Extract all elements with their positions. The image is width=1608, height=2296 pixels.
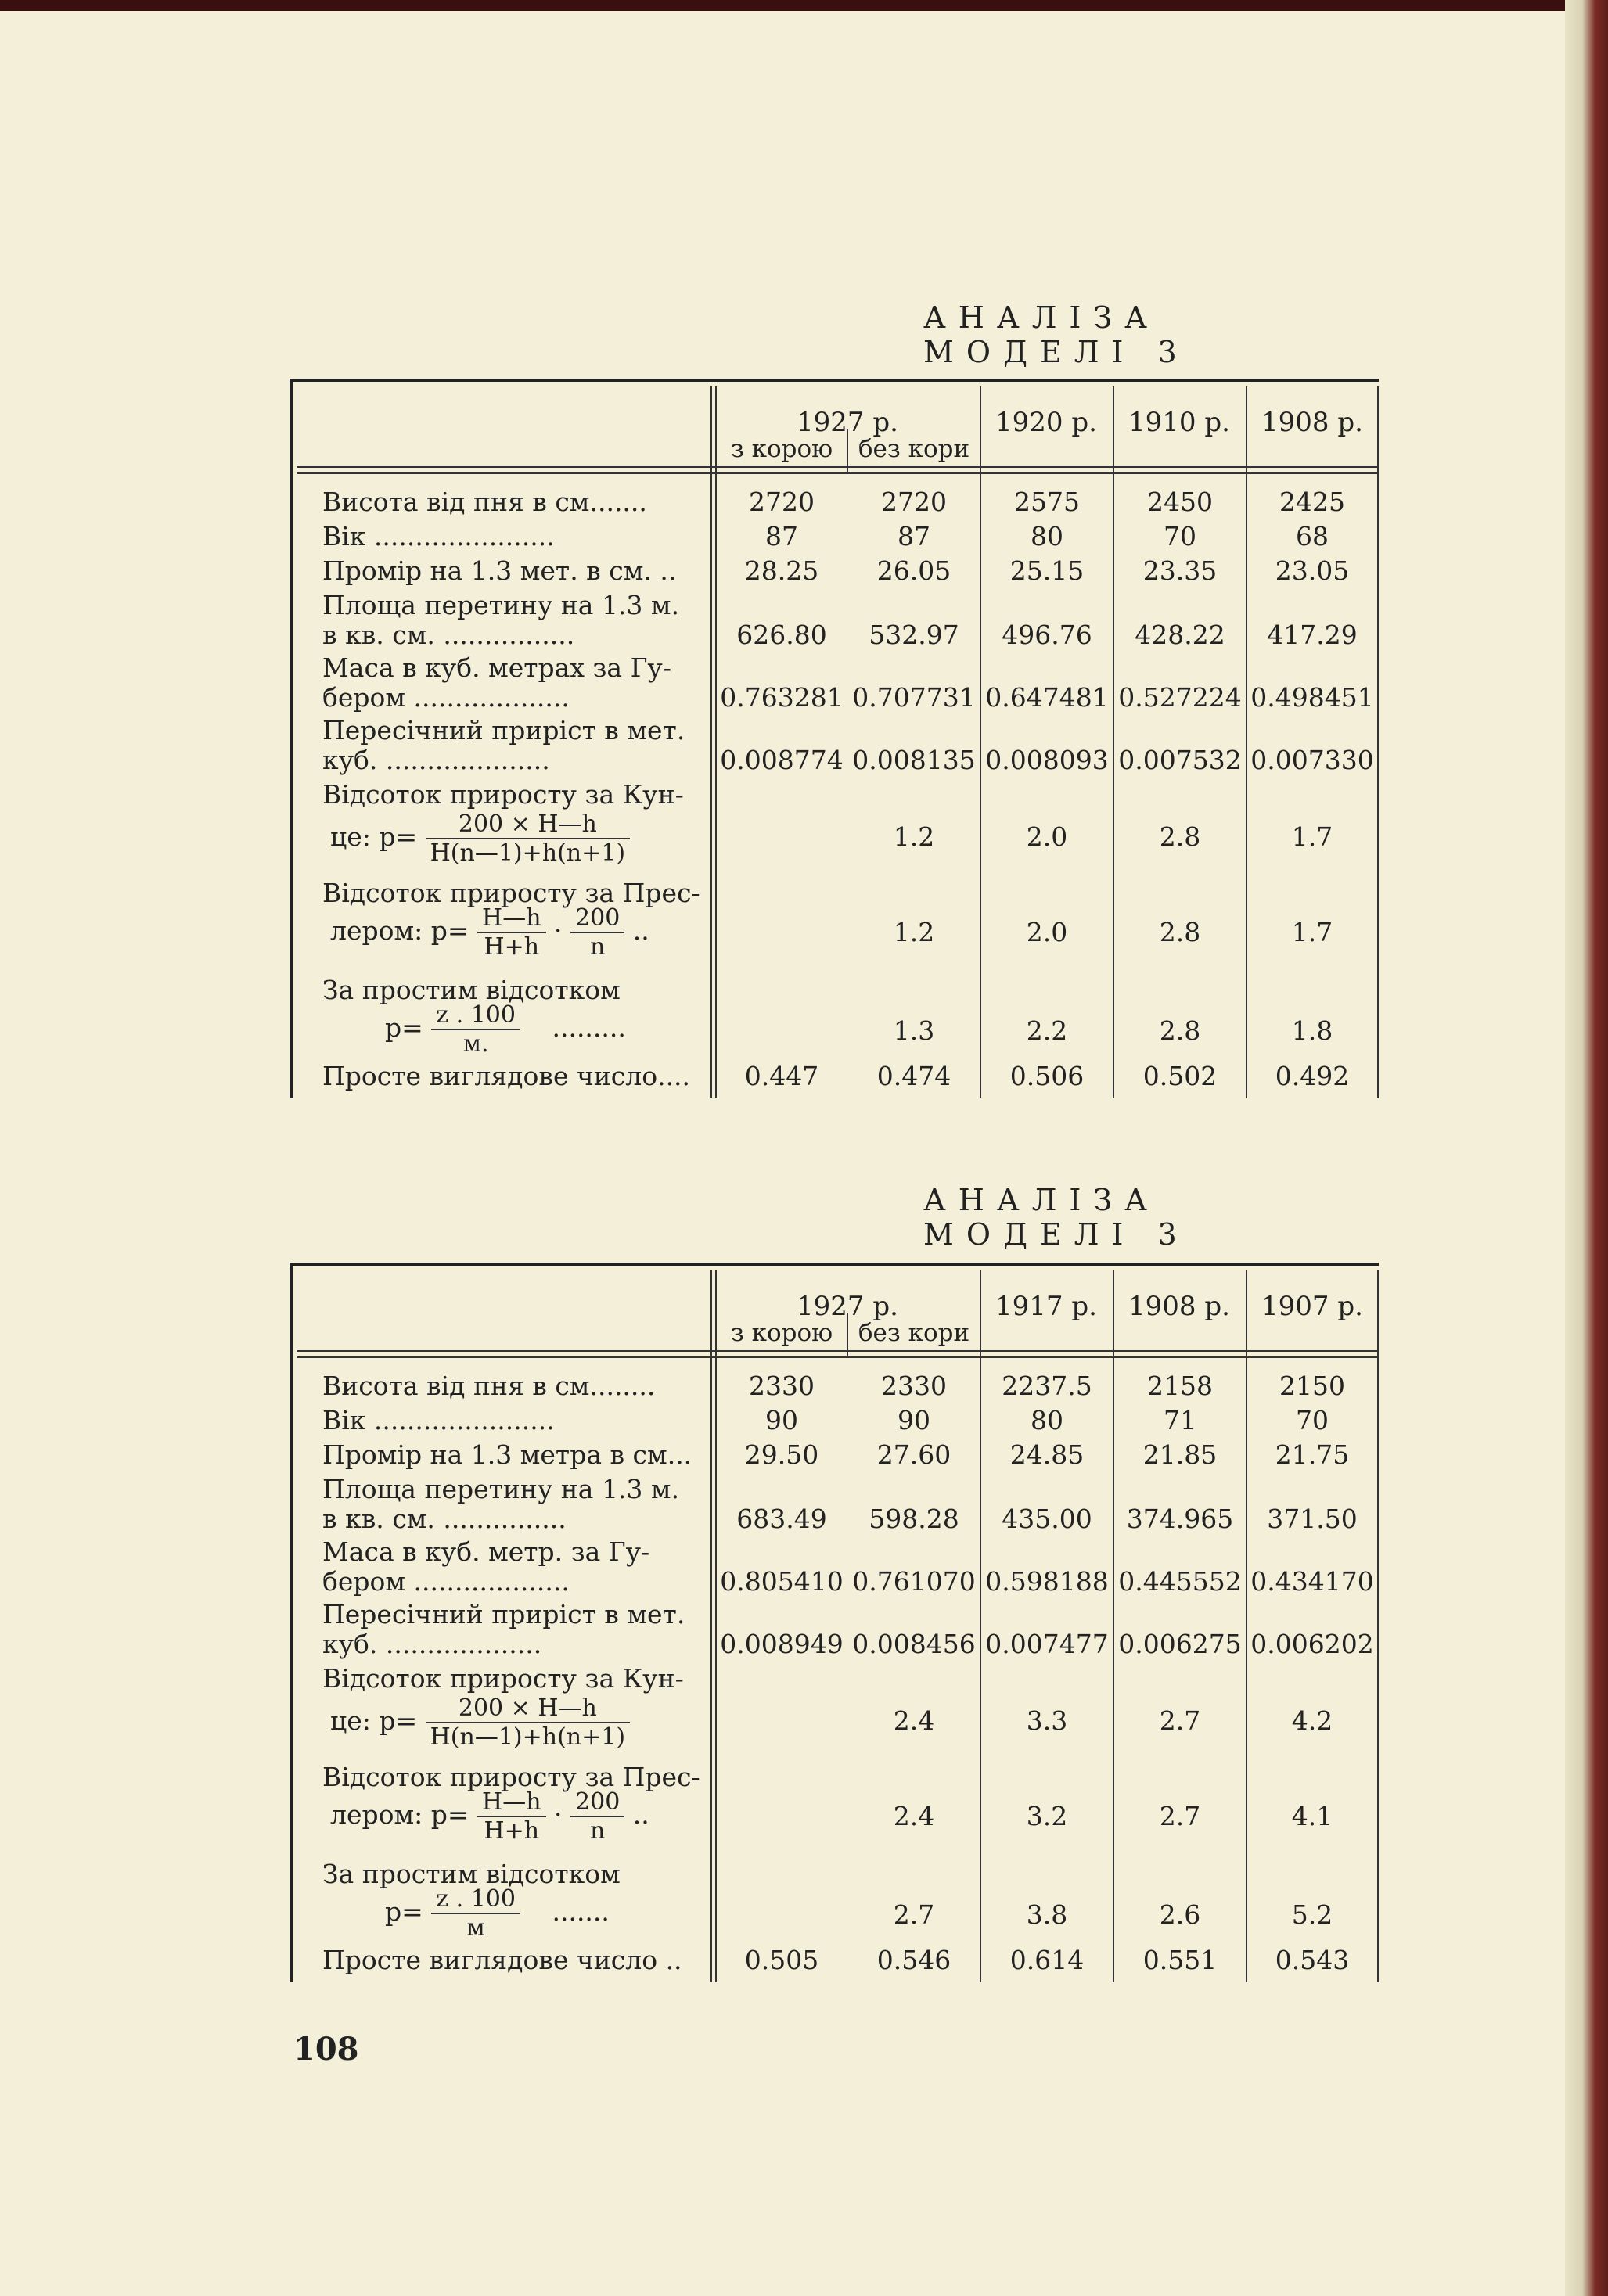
row-label: Відсоток приросту за Прес- <box>322 1762 700 1792</box>
table-cell: 0.551 <box>1142 1945 1218 1975</box>
table-cell: 80 <box>1031 1405 1063 1435</box>
fraction: $\frac{200 \times H—h}{H(n—1)+h(n+1)}$ <box>426 810 630 867</box>
table-cell: 0.474 <box>876 1061 951 1091</box>
table-cell: 2.7 <box>1159 1801 1201 1831</box>
table-cell: 0.498451 <box>1250 682 1374 713</box>
table-cell: 0.008135 <box>852 745 976 775</box>
fraction: $\frac{H—h}{H+h}$ <box>477 904 545 961</box>
table-cell: 0.006202 <box>1250 1629 1374 1659</box>
table-cell: 2.8 <box>1159 821 1201 852</box>
table-cell: 2720 <box>881 487 947 517</box>
table-cell: 2.0 <box>1026 917 1068 947</box>
table-cell: 2450 <box>1147 487 1213 517</box>
fraction: $\frac{z . 100}{м}$ <box>431 1885 520 1942</box>
table-cell: 80 <box>1031 521 1063 552</box>
table-cell: 435.00 <box>1002 1504 1092 1534</box>
table-cell: 1.2 <box>893 917 935 947</box>
table-cell: 25.15 <box>1009 555 1085 586</box>
fraction: $\frac{H—h}{H+h}$ <box>477 1788 545 1845</box>
row-label: Вік ...................... <box>322 521 555 552</box>
table-cell: 0.647481 <box>985 682 1109 713</box>
table-cell: 371.50 <box>1267 1504 1358 1534</box>
table-cell: 90 <box>898 1405 930 1435</box>
row-label: Відсоток приросту за Кун- <box>322 779 684 810</box>
table-cell: 0.445552 <box>1118 1566 1242 1597</box>
table-cell: 2.7 <box>893 1899 935 1930</box>
row-label: Пересічний приріст в мет. <box>322 715 685 746</box>
row-label: Маса в куб. метрах за Гу- <box>322 652 671 683</box>
fraction: $\frac{200}{n}$ <box>570 1788 624 1845</box>
row-label: Промір на 1.3 метра в см... <box>322 1439 692 1470</box>
row-label: Відсоток приросту за Кун- <box>322 1663 684 1694</box>
col-year: 1910 р. <box>1128 407 1230 438</box>
table-cell: 2720 <box>749 487 815 517</box>
table-cell: 0.006275 <box>1118 1629 1242 1659</box>
table-cell: 0.502 <box>1142 1061 1218 1091</box>
row-label: За простим відсотком <box>322 1859 621 1889</box>
table-cell: 1.7 <box>1291 821 1333 852</box>
table-cell: 417.29 <box>1267 620 1358 650</box>
table-cell: 374.965 <box>1126 1504 1234 1534</box>
table-cell: 4.2 <box>1291 1705 1333 1736</box>
row-label: Просте виглядове число .. <box>322 1945 682 1975</box>
fraction: $\frac{z . 100}{м.}$ <box>431 1001 520 1058</box>
table-cell: 3.8 <box>1026 1899 1068 1930</box>
table-cell: 532.97 <box>869 620 959 650</box>
table-cell: 5.2 <box>1291 1899 1333 1930</box>
table-cell: 4.1 <box>1291 1801 1333 1831</box>
table-cell: 2237.5 <box>1002 1371 1092 1401</box>
col-without-bark: без кори <box>858 435 970 463</box>
table-cell: 2425 <box>1279 487 1345 517</box>
table-cell: 70 <box>1164 521 1196 552</box>
row-label: в кв. см. ............... <box>322 1504 567 1534</box>
col-year: 1920 р. <box>995 407 1097 438</box>
table-cell: 3.2 <box>1026 1801 1068 1831</box>
table-cell: 0.761070 <box>852 1566 976 1597</box>
table-cell: 0.434170 <box>1250 1566 1374 1597</box>
table-cell: 0.527224 <box>1118 682 1242 713</box>
formula: p= $\frac{z . 100}{м}$ ....... <box>385 1885 610 1942</box>
row-label: Промір на 1.3 мет. в см. .. <box>322 555 677 586</box>
table1 <box>290 379 1379 1098</box>
col-group-1927: 1927 р. <box>797 1291 898 1322</box>
col-without-bark: без кори <box>858 1319 970 1347</box>
table-cell: 0.598188 <box>985 1566 1109 1597</box>
fraction: $\frac{200}{n}$ <box>570 904 624 961</box>
page-number: 108 <box>293 2031 359 2068</box>
table-cell: 27.60 <box>876 1439 951 1470</box>
row-label: Висота від пня в см....... <box>322 487 647 517</box>
row-label: бером ................... <box>322 1566 570 1597</box>
table-cell: 0.546 <box>876 1945 951 1975</box>
row-label: Висота від пня в см........ <box>322 1371 656 1401</box>
row-label: Площа перетину на 1.3 м. <box>322 590 680 620</box>
formula: лером: p= $\frac{H—h}{H+h}$ · $\frac{200}{n}$ .. <box>330 904 649 961</box>
row-label: За простим відсотком <box>322 975 621 1005</box>
table-cell: 87 <box>898 521 930 552</box>
table-cell: 2.8 <box>1159 1015 1201 1046</box>
table-cell: 0.008949 <box>720 1629 844 1659</box>
table-cell: 23.35 <box>1142 555 1218 586</box>
table-cell: 1.7 <box>1291 917 1333 947</box>
table-cell: 2330 <box>749 1371 815 1401</box>
row-label: Площа перетину на 1.3 м. <box>322 1474 680 1504</box>
formula: це: p= $\frac{200 \times H—h}{H(n—1)+h(n+1)}$ <box>322 810 706 867</box>
table1-title: АНАЛІЗА МОДЕЛІ 3 <box>923 300 1189 369</box>
table-cell: 0.007532 <box>1118 745 1242 775</box>
formula: це: p= $\frac{200 \times H—h}{H(n—1)+h(n+1)}$ <box>322 1694 706 1751</box>
table-cell: 28.25 <box>744 555 819 586</box>
row-label: Маса в куб. метр. за Гу- <box>322 1536 650 1567</box>
table-cell: 2.7 <box>1159 1705 1201 1736</box>
table-cell: 26.05 <box>876 555 951 586</box>
table-cell: 0.805410 <box>720 1566 844 1597</box>
table-cell: 70 <box>1296 1405 1329 1435</box>
row-label: Відсоток приросту за Прес- <box>322 878 700 908</box>
row-label: Просте виглядове число.... <box>322 1061 691 1091</box>
table-cell: 0.008774 <box>720 745 844 775</box>
book-binding-edge <box>1565 0 1608 2296</box>
table-cell: 0.492 <box>1275 1061 1350 1091</box>
table-cell: 0.007330 <box>1250 745 1374 775</box>
table-cell: 0.707731 <box>852 682 976 713</box>
fraction: $\frac{200 \times H—h}{H(n—1)+h(n+1)}$ <box>426 1694 630 1751</box>
table-cell: 2.0 <box>1026 821 1068 852</box>
table-cell: 2.6 <box>1159 1899 1201 1930</box>
table2-title: АНАЛІЗА МОДЕЛІ 3 <box>923 1183 1189 1252</box>
table-cell: 0.614 <box>1009 1945 1085 1975</box>
formula: лером: p= $\frac{H—h}{H+h}$ · $\frac{200}{n}$ .. <box>330 1788 649 1845</box>
table-cell: 2575 <box>1014 487 1080 517</box>
table-cell: 0.506 <box>1009 1061 1085 1091</box>
col-year: 1908 р. <box>1261 407 1363 438</box>
table-cell: 2.8 <box>1159 917 1201 947</box>
table-cell: 0.008456 <box>852 1629 976 1659</box>
col-year: 1907 р. <box>1261 1291 1363 1322</box>
table-cell: 21.85 <box>1142 1439 1218 1470</box>
table-cell: 0.505 <box>744 1945 819 1975</box>
table-cell: 2.4 <box>893 1705 935 1736</box>
table-cell: 90 <box>765 1405 798 1435</box>
col-group-1927: 1927 р. <box>797 407 898 438</box>
table2 <box>290 1263 1379 1982</box>
row-label: куб. .................... <box>322 745 550 775</box>
table-cell: 68 <box>1296 521 1329 552</box>
table-cell: 496.76 <box>1002 620 1092 650</box>
table-cell: 626.80 <box>736 620 827 650</box>
row-label: куб. ................... <box>322 1629 542 1659</box>
table-cell: 1.8 <box>1291 1015 1333 1046</box>
formula: p= $\frac{z . 100}{м.}$ ......... <box>385 1001 626 1058</box>
table-cell: 428.22 <box>1135 620 1225 650</box>
table-cell: 0.007477 <box>985 1629 1109 1659</box>
col-year: 1908 р. <box>1128 1291 1230 1322</box>
table-cell: 0.763281 <box>720 682 844 713</box>
table-cell: 21.75 <box>1275 1439 1350 1470</box>
table-cell: 683.49 <box>736 1504 827 1534</box>
table-cell: 1.3 <box>893 1015 935 1046</box>
table-cell: 2330 <box>881 1371 947 1401</box>
row-label: бером ................... <box>322 682 570 713</box>
table-cell: 87 <box>765 521 798 552</box>
table-cell: 0.008093 <box>985 745 1109 775</box>
table-cell: 2.4 <box>893 1801 935 1831</box>
table-cell: 598.28 <box>869 1504 959 1534</box>
row-label: в кв. см. ................ <box>322 620 575 650</box>
table-cell: 29.50 <box>744 1439 819 1470</box>
table-cell: 24.85 <box>1009 1439 1085 1470</box>
table-cell: 2150 <box>1279 1371 1345 1401</box>
col-with-bark: з корою <box>730 435 833 463</box>
table-cell: 0.543 <box>1275 1945 1350 1975</box>
row-label: Вік ...................... <box>322 1405 555 1435</box>
col-with-bark: з корою <box>730 1319 833 1347</box>
table-cell: 23.05 <box>1275 555 1350 586</box>
table-cell: 0.447 <box>744 1061 819 1091</box>
table-cell: 71 <box>1164 1405 1196 1435</box>
table-cell: 3.3 <box>1026 1705 1068 1736</box>
row-label: Пересічний приріст в мет. <box>322 1599 685 1629</box>
table-cell: 2.2 <box>1026 1015 1068 1046</box>
page-top-edge <box>0 0 1608 11</box>
col-year: 1917 р. <box>995 1291 1097 1322</box>
table-cell: 2158 <box>1147 1371 1213 1401</box>
table-cell: 1.2 <box>893 821 935 852</box>
